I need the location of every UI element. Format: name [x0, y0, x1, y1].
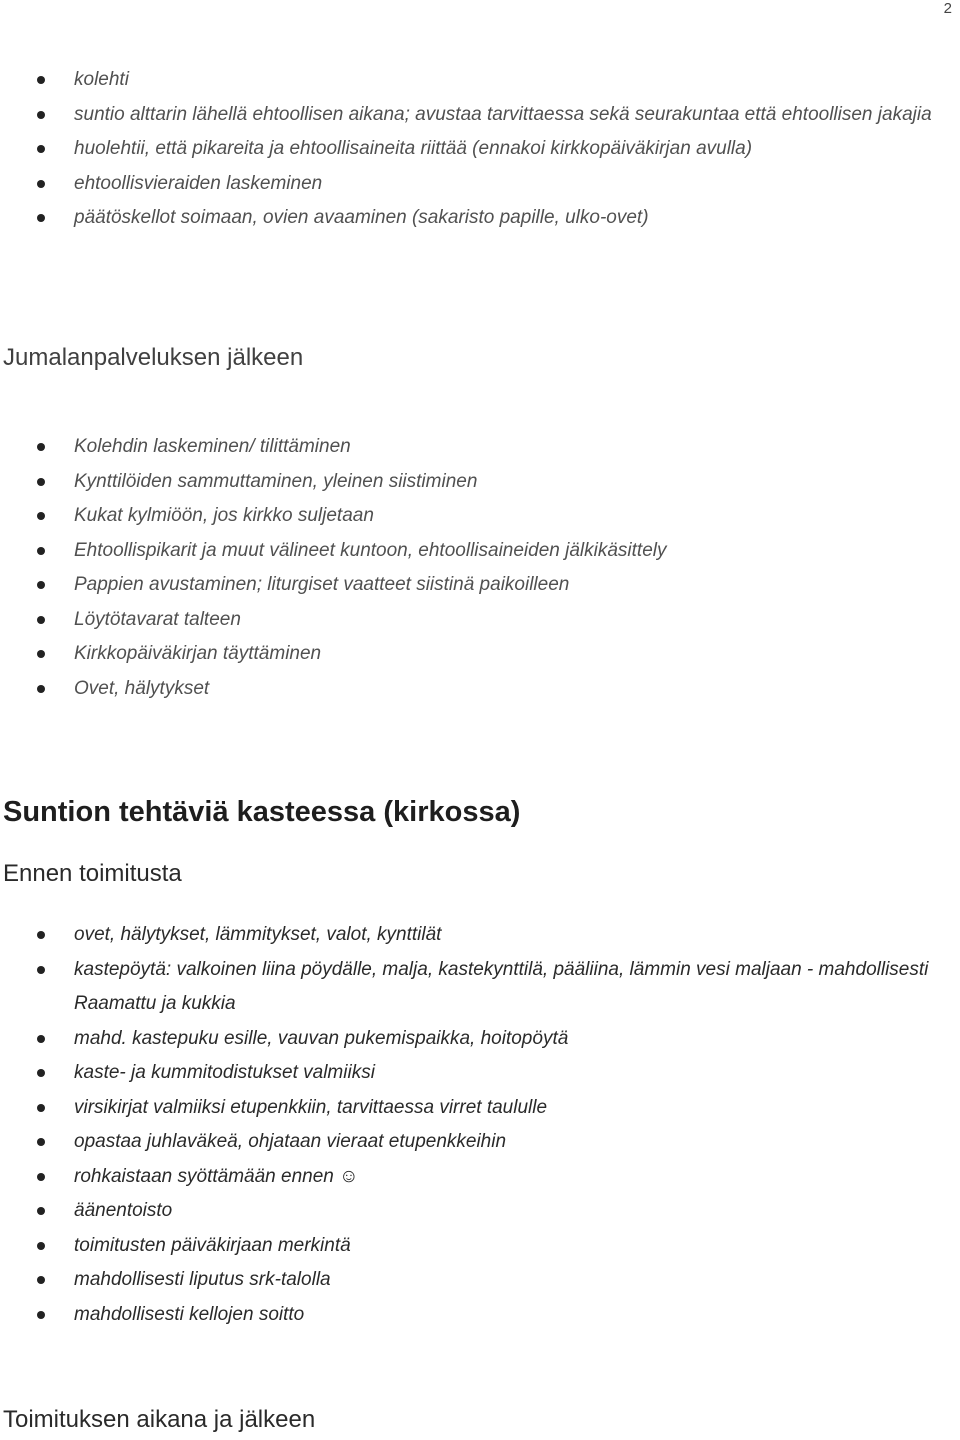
list-item-text: kastepöytä: valkoinen liina pöydälle, malja, kastekynttilä, pääliina, lämmin vesi maljaan - mahdollisesti Raamattu ja kukkia: [74, 958, 929, 1014]
list-item-text: mahd. kastepuku esille, vauvan pukemispaikka, hoitopöytä: [74, 1027, 569, 1049]
list-item-text: äänentoisto: [74, 1200, 173, 1221]
bullet-icon: [37, 512, 45, 520]
list-item-text: virsikirjat valmiiksi etupenkkiin, tarvittaessa virret taululle: [74, 1096, 548, 1118]
list-item-text: suntio alttarin lähellä ehtoollisen aikana; avustaa tarvittaessa sekä seurakuntaa että ehtoollisen jakajia: [74, 103, 932, 125]
list-item-text: huolehtii, että pikareita ja ehtoollisaineita riittää (ennakoi kirkkopäiväkirjan avulla): [74, 138, 753, 159]
list-item-text: Kynttilöiden sammuttaminen, yleinen siistiminen: [74, 470, 478, 492]
list-item-text: ehtoollisvieraiden laskeminen: [74, 172, 323, 194]
bullet-icon: [37, 685, 45, 693]
list-item: [0, 201, 960, 236]
list-item-text: opastaa juhlaväkeä, ohjataan vieraat etupenkkeihin: [74, 1131, 507, 1152]
list-item-text: mahdollisesti kellojen soitto: [74, 1303, 305, 1325]
list-item: [0, 918, 960, 953]
bullet-icon: [37, 478, 45, 486]
list-item-text: Pappien avustaminen; liturgiset vaatteet siistinä paikoilleen: [74, 574, 570, 595]
bullet-icon: [37, 616, 45, 624]
section-heading-after-service: Jumalanpalveluksen jälkeen: [3, 344, 304, 371]
list-item: [0, 637, 960, 672]
section-heading-during-after: Toimituksen aikana ja jälkeen: [3, 1406, 316, 1433]
bullet-icon: [37, 145, 45, 153]
bullet-icon: [37, 180, 45, 188]
page-number: 2: [943, 0, 952, 17]
bullet-icon: [37, 443, 45, 451]
bullet-icon: [37, 214, 45, 222]
bullet-icon: [37, 1242, 45, 1250]
bullet-icon: [37, 111, 45, 119]
list-item-text: ovet, hälytykset, lämmitykset, valot, kynttilät: [74, 924, 442, 945]
list-item: [0, 1160, 960, 1195]
before-ceremony-list: [0, 918, 960, 1332]
duties-list: [0, 63, 960, 236]
bullet-icon: [37, 966, 45, 974]
section-heading-baptism: Suntion tehtäviä kasteessa (kirkossa): [3, 796, 521, 828]
list-item: [0, 167, 960, 202]
section-heading-before: Ennen toimitusta: [3, 860, 182, 887]
bullet-icon: [37, 650, 45, 658]
list-item: [0, 1091, 960, 1126]
after-service-list: [0, 430, 960, 706]
list-item: [0, 430, 960, 465]
list-item: [0, 63, 960, 98]
list-item-text: Ehtoollispikarit ja muut välineet kuntoon, ehtoollisaineiden jälkikäsittely: [74, 539, 667, 561]
list-item: [0, 132, 960, 167]
list-item-text: Kukat kylmiöön, jos kirkko suljetaan: [74, 505, 374, 526]
list-item: [0, 1194, 960, 1229]
list-item-text: mahdollisesti liputus srk-talolla: [74, 1269, 331, 1290]
list-item: [0, 1263, 960, 1298]
list-item: [0, 534, 960, 569]
bullet-icon: [37, 1276, 45, 1284]
list-item-text: rohkaistaan syöttämään ennen ☺: [74, 1165, 359, 1187]
bullet-icon: [37, 547, 45, 555]
list-item-text: Löytötavarat talteen: [74, 608, 241, 630]
bullet-icon: [37, 1207, 45, 1215]
list-item: [0, 568, 960, 603]
list-item-text: kaste- ja kummitodistukset valmiiksi: [74, 1062, 375, 1083]
list-item: [0, 603, 960, 638]
list-item-text: Kirkkopäiväkirjan täyttäminen: [74, 643, 322, 664]
bullet-icon: [37, 931, 45, 939]
list-item-text: päätöskellot soimaan, ovien avaaminen (sakaristo papille, ulko-ovet): [74, 207, 649, 228]
bullet-icon: [37, 1104, 45, 1112]
bullet-icon: [37, 1311, 45, 1319]
list-item: [0, 672, 960, 707]
list-item: [0, 499, 960, 534]
list-item-text: toimitusten päiväkirjaan merkintä: [74, 1234, 351, 1256]
list-item: [0, 1022, 960, 1057]
bullet-icon: [37, 581, 45, 589]
list-item-text: kolehti: [74, 69, 129, 90]
bullet-icon: [37, 1138, 45, 1146]
list-item-text: Ovet, hälytykset: [74, 677, 210, 699]
list-item: [0, 98, 960, 133]
bullet-icon: [37, 76, 45, 84]
list-item: [0, 1056, 960, 1091]
list-item: [0, 1125, 960, 1160]
list-item-text: Kolehdin laskeminen/ tilittäminen: [74, 436, 351, 457]
bullet-icon: [37, 1173, 45, 1181]
bullet-icon: [37, 1035, 45, 1043]
bullet-icon: [37, 1069, 45, 1077]
list-item: [0, 465, 960, 500]
list-item: [0, 1229, 960, 1264]
list-item: [0, 1298, 960, 1333]
list-item: [0, 953, 960, 1022]
